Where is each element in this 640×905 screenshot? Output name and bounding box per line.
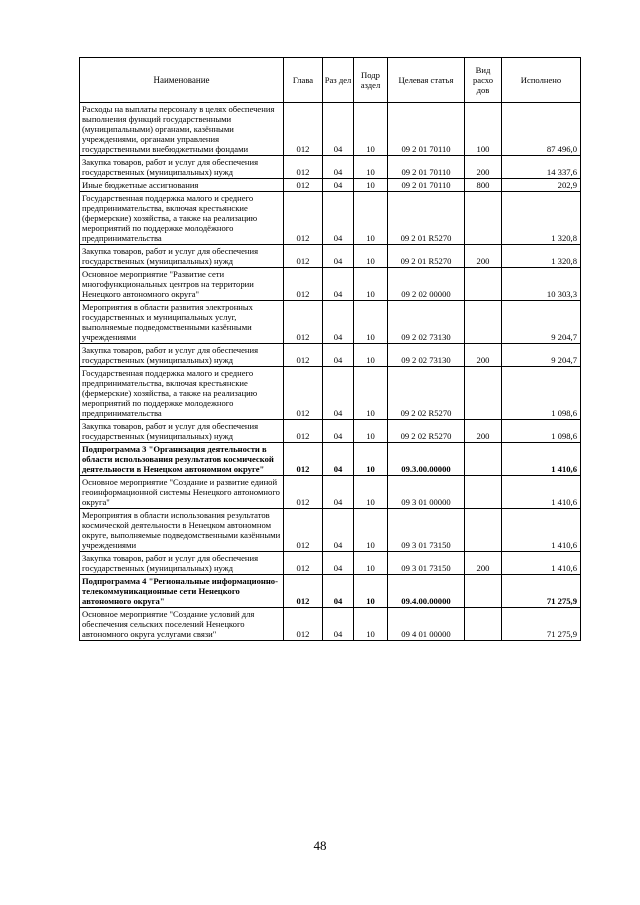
cell-vid — [465, 367, 502, 420]
cell-glava: 012 — [284, 245, 323, 268]
table-row — [80, 192, 581, 245]
table-row — [80, 420, 581, 443]
cell-podrazdel: 10 — [354, 608, 388, 641]
cell-podrazdel: 10 — [354, 179, 388, 192]
cell-razdel: 04 — [323, 367, 354, 420]
cell-razdel: 04 — [323, 103, 354, 156]
cell-vid — [465, 443, 502, 476]
cell-name: Иные бюджетные ассигнования — [80, 179, 284, 192]
cell-podrazdel: 10 — [354, 192, 388, 245]
cell-razdel: 04 — [323, 179, 354, 192]
cell-amount: 1 410,6 — [502, 476, 581, 509]
cell-amount: 10 303,3 — [502, 268, 581, 301]
cell-target: 09 2 01 70110 — [388, 156, 465, 179]
cell-podrazdel: 10 — [354, 245, 388, 268]
header-glava: Глава — [284, 58, 323, 103]
cell-name: Подпрограмма 3 "Организация деятельности в области использования результатов космической деятельности в Ненецком автономном округе" — [80, 443, 284, 476]
cell-podrazdel: 10 — [354, 420, 388, 443]
cell-glava: 012 — [284, 344, 323, 367]
cell-podrazdel: 10 — [354, 367, 388, 420]
cell-amount: 71 275,9 — [502, 575, 581, 608]
cell-glava: 012 — [284, 608, 323, 641]
cell-podrazdel: 10 — [354, 103, 388, 156]
cell-vid — [465, 476, 502, 509]
table-row — [80, 245, 581, 268]
cell-name: Государственная поддержка малого и среднего предпринимательства, включая крестьянские (фермерские) хозяйства, а также на реализацию мероприятий по поддержке молодёжного предпринимательства — [80, 192, 284, 245]
page-number: 48 — [313, 838, 327, 853]
cell-podrazdel: 10 — [354, 552, 388, 575]
cell-name: Закупка товаров, работ и услуг для обеспечения государственных (муниципальных) нужд — [80, 420, 284, 443]
table-row — [80, 156, 581, 179]
cell-podrazdel: 10 — [354, 476, 388, 509]
table-row — [80, 103, 581, 156]
cell-razdel: 04 — [323, 268, 354, 301]
table-row — [80, 268, 581, 301]
cell-target: 09 3 01 73150 — [388, 509, 465, 552]
cell-name: Закупка товаров, работ и услуг для обеспечения государственных (муниципальных) нужд — [80, 344, 284, 367]
cell-razdel: 04 — [323, 575, 354, 608]
cell-razdel: 04 — [323, 420, 354, 443]
cell-target: 09 3 01 00000 — [388, 476, 465, 509]
cell-vid: 200 — [465, 156, 502, 179]
header-razdel: Раз дел — [323, 58, 354, 103]
cell-target: 09 2 01 70110 — [388, 103, 465, 156]
table-row — [80, 179, 581, 192]
table-row — [80, 344, 581, 367]
cell-amount: 1 410,6 — [502, 443, 581, 476]
cell-razdel: 04 — [323, 301, 354, 344]
cell-razdel: 04 — [323, 192, 354, 245]
cell-amount: 1 410,6 — [502, 552, 581, 575]
cell-glava: 012 — [284, 575, 323, 608]
cell-glava: 012 — [284, 179, 323, 192]
cell-podrazdel: 10 — [354, 301, 388, 344]
cell-podrazdel: 10 — [354, 443, 388, 476]
cell-target: 09 2 02 R5270 — [388, 420, 465, 443]
cell-glava: 012 — [284, 509, 323, 552]
cell-target: 09 2 02 R5270 — [388, 367, 465, 420]
cell-glava: 012 — [284, 552, 323, 575]
cell-glava: 012 — [284, 156, 323, 179]
table-row — [80, 509, 581, 552]
table-header-row — [80, 58, 581, 103]
table-row — [80, 476, 581, 509]
cell-amount: 71 275,9 — [502, 608, 581, 641]
header-target: Целевая статья — [388, 58, 465, 103]
cell-podrazdel: 10 — [354, 268, 388, 301]
cell-razdel: 04 — [323, 344, 354, 367]
cell-name: Закупка товаров, работ и услуг для обеспечения государственных (муниципальных) нужд — [80, 552, 284, 575]
cell-podrazdel: 10 — [354, 509, 388, 552]
cell-target: 09 2 02 73130 — [388, 344, 465, 367]
table-row — [80, 575, 581, 608]
cell-target: 09 4 01 00000 — [388, 608, 465, 641]
cell-razdel: 04 — [323, 608, 354, 641]
header-executed: Исполнено — [502, 58, 581, 103]
cell-amount: 1 098,6 — [502, 367, 581, 420]
cell-amount: 1 320,8 — [502, 192, 581, 245]
cell-razdel: 04 — [323, 245, 354, 268]
cell-name: Основное мероприятие "Развитие сети многофункциональных центров на территории Ненецкого автономного округа" — [80, 268, 284, 301]
cell-podrazdel: 10 — [354, 575, 388, 608]
cell-glava: 012 — [284, 192, 323, 245]
cell-glava: 012 — [284, 268, 323, 301]
cell-name: Расходы на выплаты персоналу в целях обеспечения выполнения функций государственными (муниципальными) органами, казёнными учреждениями, органами управления государственными внебюджетными фондами — [80, 103, 284, 156]
cell-amount: 1 098,6 — [502, 420, 581, 443]
cell-amount: 1 410,6 — [502, 509, 581, 552]
cell-name: Государственная поддержка малого и среднего предпринимательства, включая крестьянские (фермерские) хозяйства, а также на реализацию мероприятий по поддержке молодежного предпринимательства — [80, 367, 284, 420]
cell-vid — [465, 268, 502, 301]
cell-name: Закупка товаров, работ и услуг для обеспечения государственных (муниципальных) нужд — [80, 156, 284, 179]
budget-table — [79, 57, 581, 641]
table-row — [80, 552, 581, 575]
cell-vid: 200 — [465, 245, 502, 268]
header-podrazdel: Подр аздел — [354, 58, 388, 103]
cell-name: Основное мероприятие "Создание условий для обеспечения сельских поселений Ненецкого автономного округа услугами связи" — [80, 608, 284, 641]
budget-table-sheet — [79, 57, 580, 641]
cell-amount: 9 204,7 — [502, 301, 581, 344]
cell-vid: 200 — [465, 344, 502, 367]
cell-vid — [465, 608, 502, 641]
cell-amount: 202,9 — [502, 179, 581, 192]
cell-name: Мероприятия в области развития электронных государственных и муниципальных услуг, выполняемые подведомственными казёнными учреждениями — [80, 301, 284, 344]
table-row — [80, 301, 581, 344]
cell-amount: 14 337,6 — [502, 156, 581, 179]
table-row — [80, 367, 581, 420]
cell-podrazdel: 10 — [354, 156, 388, 179]
cell-razdel: 04 — [323, 552, 354, 575]
cell-podrazdel: 10 — [354, 344, 388, 367]
cell-vid — [465, 192, 502, 245]
cell-vid: 800 — [465, 179, 502, 192]
table-body — [80, 103, 581, 641]
cell-razdel: 04 — [323, 443, 354, 476]
cell-target: 09 3 01 73150 — [388, 552, 465, 575]
cell-name: Мероприятия в области использования результатов космической деятельности в Ненецком автономном округе, выполняемые подведомственными казёнными учреждениями — [80, 509, 284, 552]
cell-glava: 012 — [284, 443, 323, 476]
cell-glava: 012 — [284, 301, 323, 344]
cell-razdel: 04 — [323, 156, 354, 179]
cell-target: 09.4.00.00000 — [388, 575, 465, 608]
cell-glava: 012 — [284, 367, 323, 420]
cell-razdel: 04 — [323, 476, 354, 509]
cell-vid — [465, 509, 502, 552]
cell-name: Основное мероприятие "Создание и развитие единой геоинформационной системы Ненецкого автономного округа" — [80, 476, 284, 509]
cell-target: 09 2 01 R5270 — [388, 245, 465, 268]
cell-vid — [465, 575, 502, 608]
cell-amount: 1 320,8 — [502, 245, 581, 268]
header-vid: Вид расхо дов — [465, 58, 502, 103]
cell-razdel: 04 — [323, 509, 354, 552]
cell-target: 09.3.00.00000 — [388, 443, 465, 476]
cell-glava: 012 — [284, 476, 323, 509]
cell-name: Закупка товаров, работ и услуг для обеспечения государственных (муниципальных) нужд — [80, 245, 284, 268]
table-row — [80, 608, 581, 641]
cell-vid: 200 — [465, 420, 502, 443]
cell-target: 09 2 02 00000 — [388, 268, 465, 301]
cell-name: Подпрограмма 4 "Региональные информационно-телекоммуникационные сети Ненецкого автономного округа" — [80, 575, 284, 608]
table-row — [80, 443, 581, 476]
cell-vid: 200 — [465, 552, 502, 575]
cell-glava: 012 — [284, 103, 323, 156]
cell-vid — [465, 301, 502, 344]
cell-target: 09 2 01 R5270 — [388, 192, 465, 245]
cell-vid: 100 — [465, 103, 502, 156]
cell-amount: 9 204,7 — [502, 344, 581, 367]
cell-amount: 87 496,0 — [502, 103, 581, 156]
cell-target: 09 2 02 73130 — [388, 301, 465, 344]
cell-target: 09 2 01 70110 — [388, 179, 465, 192]
header-name: Наименование — [80, 58, 284, 103]
cell-glava: 012 — [284, 420, 323, 443]
